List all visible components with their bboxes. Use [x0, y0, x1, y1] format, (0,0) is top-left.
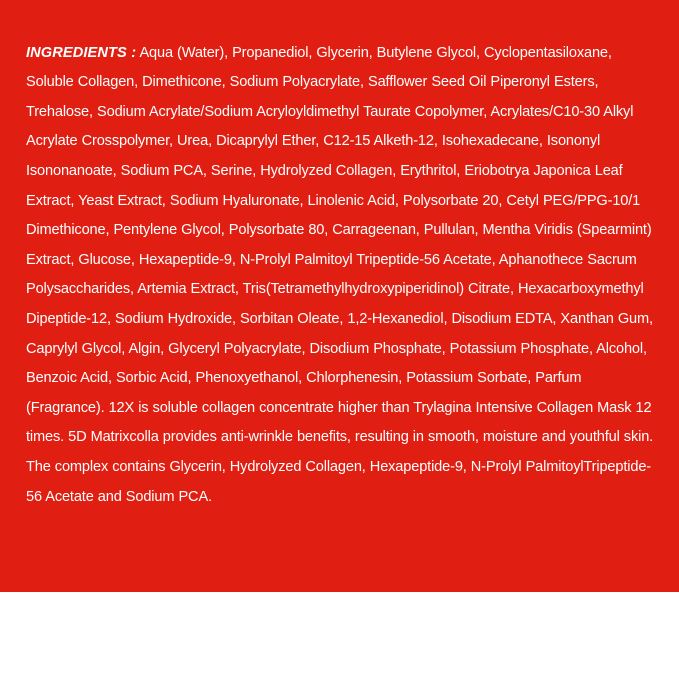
footer-whitespace [0, 592, 679, 679]
ingredients-heading: INGREDIENTS : [26, 44, 137, 61]
ingredients-paragraph [26, 39, 656, 513]
ingredients-list-text: Aqua (Water), Propanediol, Glycerin, Butylene Glycol, Cyclopentasiloxane, Soluble Collagen, Dimethicone, Sodium Polyacrylate, Safflower Seed Oil Piperonyl Esters, Trehalose, Sodium Acrylate/Sodium Acryloyldimethyl Taurate Copolymer, Acrylates/C10-30 Alkyl Acrylate Crosspolymer, Urea, Dicaprylyl Ether, C12-15 Alketh-12, Isohexadecane, Isononyl Isononanoate, Sodium PCA, Serine, Hydrolyzed Collagen, Erythritol, Eriobotrya Japonica Leaf Extract, Yeast Extract, Sodium Hyaluronate, Linolenic Acid, Polysorbate 20, Cetyl PEG/PPG-10/1 Dimethicone, Pentylene Glycol, Polysorbate 80, Carrageenan, Pullulan, Mentha Viridis (Spearmint) Extract, Glucose, Hexapeptide-9, N-Prolyl Palmitoyl Tripeptide-56 Acetate, Aphanothece Sacrum Polysaccharides, Artemia Extract, Tris(Tetramethylhydroxypiperidinol) Citrate, Hexacarboxymethyl Dipeptide-12, Sodium Hydroxide, Sorbitan Oleate, 1,2-Hexanediol, Disodium EDTA, Xanthan Gum, Caprylyl Glycol, Algin, Glyceryl Polyacrylate, Disodium Phosphate, Potassium Phosphate, Alcohol, Benzoic Acid, Sorbic Acid, Phenoxyethanol, Chlorphenesin, Potassium Sorbate, Parfum (Fragrance). 12X is soluble collagen concentrate higher than Trylagina Intensive Collagen Mask 12 times. 5D Matrixcolla provides anti-wrinkle benefits, resulting in smooth, moisture and youthful skin. The complex contains Glycerin, Hydrolyzed Collagen, Hexapeptide-9, N-Prolyl PalmitoylTripeptide-56 Acetate and Sodium PCA. [26, 44, 654, 505]
